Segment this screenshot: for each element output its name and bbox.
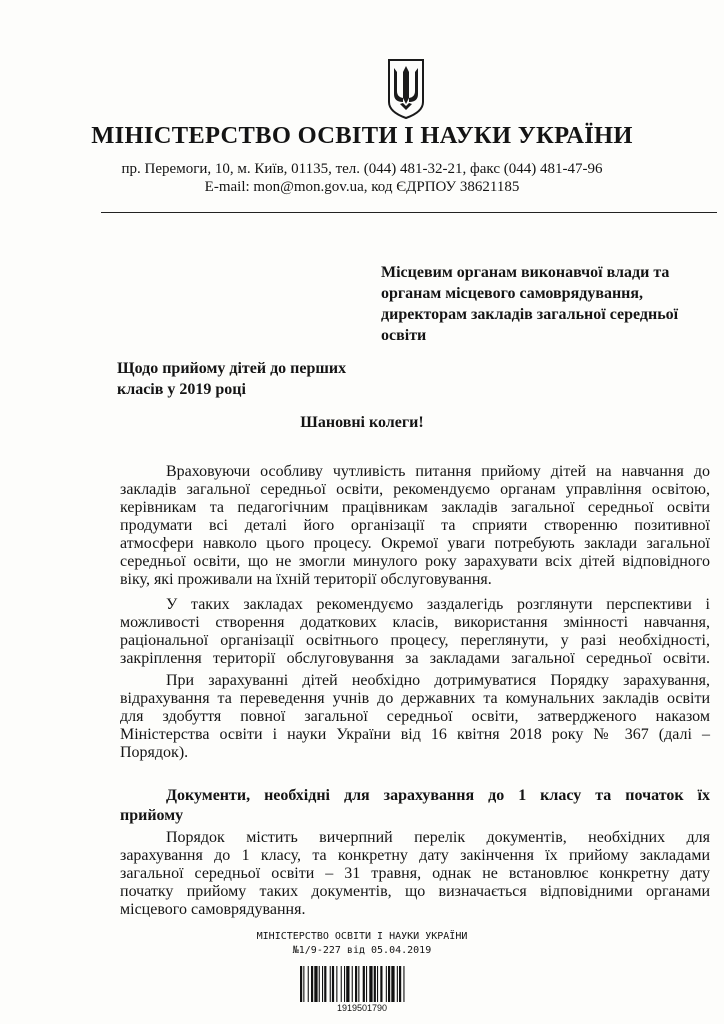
section-heading: прийому: [120, 807, 184, 824]
body-line: закріплення території обслуговування за закладами загальної середньої освіти.: [120, 650, 710, 667]
body-line: Враховуючи особливу чутливість питання прийому дітей на навчання до: [166, 463, 710, 480]
section-line: зарахування до 1 класу, та конкретну дату закінчення їх прийому закладами: [120, 847, 710, 864]
body-line: можливості створення додаткових класів, використання змінності навчання,: [120, 614, 710, 631]
section-line: загальної середньої освіти – 31 травня, однак не встановлює конкретну дату: [120, 865, 710, 882]
stamp-ministry: МІНІСТЕРСТВО ОСВІТИ І НАУКИ УКРАЇНИ: [256, 931, 468, 942]
stamp-reg-number: №1/9-227 від 05.04.2019: [292, 945, 432, 956]
subject-line: класів у 2019 році: [117, 381, 246, 398]
address-line: пр. Перемоги, 10, м. Київ, 01135, тел. (044) 481-32-21, факс (044) 481-47-96: [121, 161, 603, 177]
addressee-line: Місцевим органам виконавчої влади та: [381, 264, 670, 281]
contact-line: E-mail: mon@mon.gov.ua, код ЄДРПОУ 38621185: [204, 179, 520, 195]
section-line: місцевого самоврядування.: [120, 901, 306, 918]
header-divider: [101, 212, 717, 213]
body-line: Порядок).: [120, 744, 189, 761]
ministry-title: МІНІСТЕРСТВО ОСВІТИ І НАУКИ УКРАЇНИ: [91, 122, 633, 149]
greeting: Шановні колеги!: [300, 414, 424, 431]
body-line: закладів загальної середньої освіти, рекомендуємо органам управління освітою,: [120, 481, 710, 498]
section-line: початку прийому таких документів, що визначається відповідними органами: [120, 883, 710, 900]
body-line: віку, які проживали на їхній території обслуговування.: [120, 571, 492, 588]
barcode-icon: [298, 966, 484, 1002]
body-line: керівникам та педагогічним працівникам закладів загальної середньої освіти: [120, 499, 710, 516]
body-line: продумати всі деталі його організації та сприяти створенню позитивної: [120, 517, 710, 534]
body-line: для здобуття повної загальної середньої освіти, затвердженого наказом: [120, 708, 710, 725]
addressee-line: освіти: [381, 327, 427, 344]
body-line: У таких закладах рекомендуємо заздалегідь розглянути перспективи і: [166, 596, 710, 613]
addressee-line: органам місцевого самоврядування,: [381, 285, 644, 302]
body-line: раціональної організації освітнього процесу, переглянути, у разі необхідності,: [120, 632, 710, 649]
body-line: атмосфери навколо цього процесу. Окремої уваги потребують заклади загальної: [120, 535, 710, 552]
trident-emblem-icon: [386, 58, 426, 120]
subject-line: Щодо прийому дітей до перших: [117, 360, 347, 377]
section-line: Порядок містить вичерпний перелік документів, необхідних для: [166, 829, 710, 846]
body-line: середньої освіти, що не змогли минулого року зарахувати всіх дітей відповідного: [120, 553, 710, 570]
addressee-line: директорам закладів загальної середньої: [381, 306, 679, 323]
body-line: Міністерства освіти і науки України від 16 квітня 2018 року № 367 (далі –: [120, 726, 710, 743]
body-line: При зарахуванні дітей необхідно дотримуватися Порядку зарахування,: [166, 672, 710, 689]
section-heading: Документи, необхідні для зарахування до 1 класу та початок їх: [166, 787, 710, 804]
barcode-number: 1919501790: [336, 1003, 388, 1013]
body-line: відрахування та переведення учнів до державних та комунальних закладів освіти: [120, 690, 710, 707]
